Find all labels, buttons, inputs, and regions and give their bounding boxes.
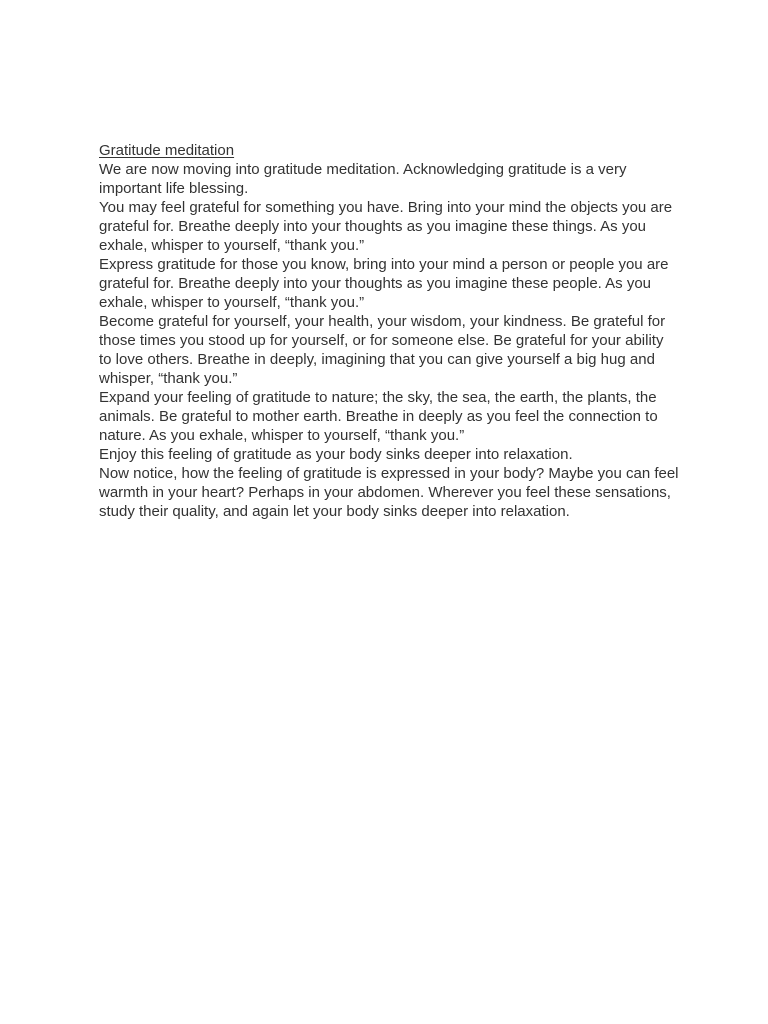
document-body [99,141,679,521]
paragraph-people: Express gratitude for those you know, bring into your mind a person or people you are grateful for. Breathe deeply into your thoughts as you imagine these people. As you exhale, whisper to yourself, “thank you.” [99,256,669,311]
paragraph-relaxation: Enjoy this feeling of gratitude as your body sinks deeper into relaxation. [99,446,573,463]
paragraph-nature: Expand your feeling of gratitude to nature; the sky, the sea, the earth, the plants, the animals. Be grateful to mother earth. Breathe in deeply as you feel the connection to nature. As you exhale, whisper to yourself, “thank you.” [99,389,658,444]
paragraph-self: Become grateful for yourself, your health, your wisdom, your kindness. Be grateful for those times you stood up for yourself, or for someone else. Be grateful for your ability to love others. Breathe in deeply, imagining that you can give yourself a big hug and whisper, “thank you.” [99,313,666,387]
paragraph-intro: We are now moving into gratitude meditation. Acknowledging gratitude is a very important life blessing. [99,161,627,197]
paragraph-objects: You may feel grateful for something you have. Bring into your mind the objects you are grateful for. Breathe deeply into your thoughts as you imagine these things. As you exhale, whisper to yourself, “thank you.” [99,199,673,254]
paragraph-body-sensations: Now notice, how the feeling of gratitude is expressed in your body? Maybe you can feel warmth in your heart? Perhaps in your abdomen. Wherever you feel these sensations, study their quality, and again let your body sinks deeper into relaxation. [99,465,679,520]
document-title: Gratitude meditation [99,142,235,159]
